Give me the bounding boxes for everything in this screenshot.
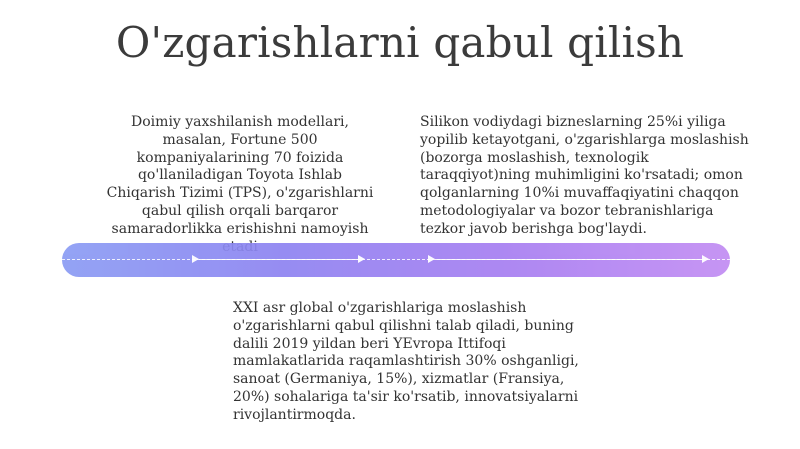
text-block-left: Doimiy yaxshilanish modellari, masalan, Fortune 500 kompaniyalarining 70 foizida qo'llaniladigan Toyota Ishlab Chiqarish Tizimi (TPS), o'zgarishlarni qabul qilish orqali barqaror samaradorlikka erishishni namoyish bbox=[106, 114, 374, 237]
page-title: O'zgarishlarni qabul qilish bbox=[115, 18, 685, 67]
text-block-right: Silikon vodiydagi bizneslarning 25%i yiliga yopilib ketayotgani, o'zgarishlarga moslashish (bozorga moslashish, texnologik taraqqiyot)ning muhimligini ko'rsatadi; omon qolganlarning 10%i muvaffaqiyatini chaqqon metodologiyalar va bozor tebranishlariga tezkor javob berishga bog'laydi. bbox=[420, 114, 749, 237]
timeline-segment bbox=[199, 259, 359, 260]
arrow-right-icon bbox=[358, 255, 365, 263]
arrow-right-icon bbox=[192, 255, 199, 263]
timeline-bar bbox=[62, 243, 730, 277]
timeline-segment bbox=[435, 259, 703, 260]
text-block-bottom: XXI asr global o'zgarishlariga moslashish o'zgarishlarni qabul qilishni talab qiladi, buning dalili 2019 yildan beri YEvropa Ittifoqi mamlakatlarida raqamlashtirish 30% oshganligi, sanoat (Germaniya, 15%), xizmatlar (Fransiya, 20%) sohalariga ta'sir ko'rsatib, innovatsiyalarni rivojlantirmoqda. bbox=[233, 300, 579, 423]
arrow-right-icon bbox=[428, 255, 435, 263]
arrow-right-icon bbox=[702, 255, 709, 263]
